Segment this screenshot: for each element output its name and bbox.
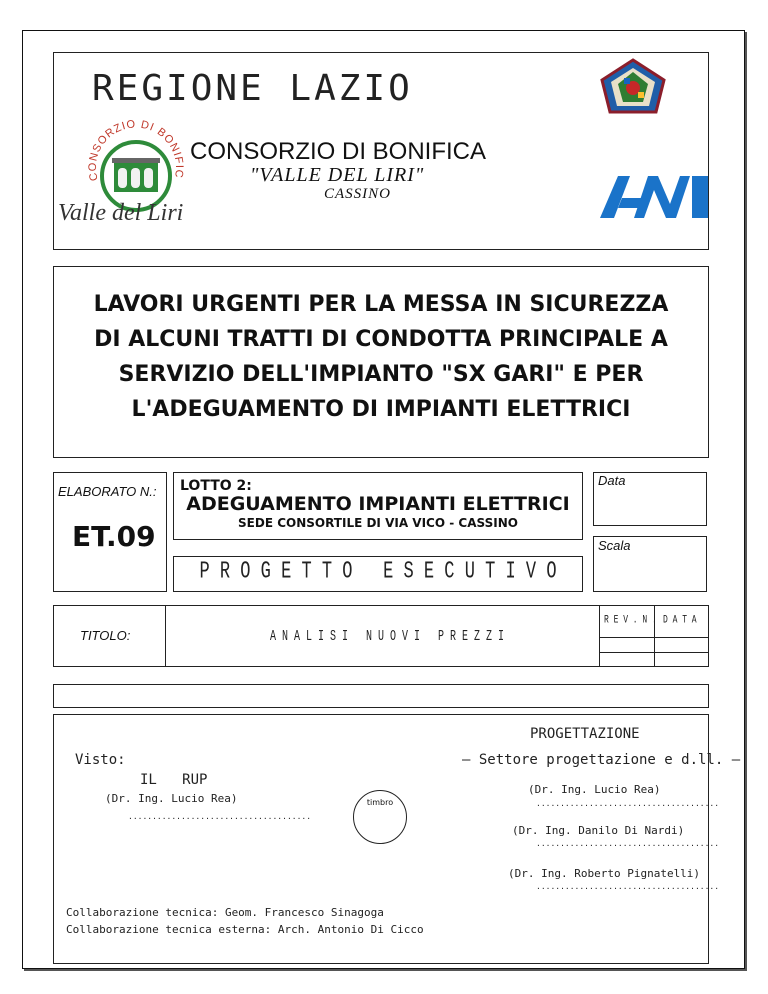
blank-strip bbox=[53, 684, 709, 708]
stamp-label: timbro bbox=[366, 798, 394, 807]
visto-label: Visto: bbox=[75, 752, 126, 768]
valle-del-liri-signature: Valle del Liri bbox=[58, 200, 184, 226]
designer-name: (Dr. Ing. Danilo Di Nardi) bbox=[512, 824, 685, 837]
rup-signature-line: ...................................... bbox=[128, 812, 312, 821]
rev-table-row-line bbox=[599, 637, 709, 638]
designer-name: (Dr. Ing. Roberto Pignatelli) bbox=[508, 867, 701, 880]
designer-signature-line: ...................................... bbox=[536, 882, 720, 891]
logo-ring-text: CONSORZIO DI BONIFIC bbox=[86, 118, 186, 183]
designer-signature-line: ...................................... bbox=[536, 839, 720, 848]
scala-label: Scala bbox=[598, 538, 631, 553]
project-title-line: DI ALCUNI TRATTI DI CONDOTTA PRINCIPALE A bbox=[94, 327, 668, 352]
titolo-label: TITOLO: bbox=[80, 628, 131, 643]
collab-external-line: Collaborazione tecnica esterna: Arch. Antonio Di Cicco bbox=[66, 923, 424, 936]
designer-signature-line: ...................................... bbox=[536, 799, 720, 808]
titolo-divider bbox=[165, 605, 166, 667]
consortium-title: CONSORZIO DI BONIFICA bbox=[190, 138, 487, 165]
rup-label: IL RUP bbox=[140, 772, 208, 788]
lotto-title: ADEGUAMENTO IMPIANTI ELETTRICI bbox=[186, 493, 570, 515]
designer-name: (Dr. Ing. Lucio Rea) bbox=[528, 783, 661, 796]
titolo-value: A N A L I S I N U O V I P R E Z Z I bbox=[270, 629, 505, 646]
progettazione-title: PROGETTAZIONE bbox=[530, 726, 640, 742]
region-title: REGIONE LAZIO bbox=[92, 68, 413, 109]
phase-label: P R O G E T T O E S E C U T I V O bbox=[199, 559, 557, 586]
project-title bbox=[54, 287, 708, 427]
consortium-city: CASSINO bbox=[324, 186, 391, 202]
project-title-line: LAVORI URGENTI PER LA MESSA IN SICUREZZA bbox=[93, 292, 669, 317]
lotto-label: LOTTO 2: bbox=[180, 478, 252, 494]
project-title-line: SERVIZIO DELL'IMPIANTO "SX GARI" E PER bbox=[118, 362, 644, 387]
rev-table-border bbox=[599, 605, 600, 667]
lotto-subtitle: SEDE CONSORTILE DI VIA VICO - CASSINO bbox=[238, 516, 518, 530]
project-title-line: L'ADEGUAMENTO DI IMPIANTI ELETTRICI bbox=[131, 397, 631, 422]
rup-name: (Dr. Ing. Lucio Rea) bbox=[105, 792, 238, 805]
collab-line: Collaborazione tecnica: Geom. Francesco Sinagoga bbox=[66, 906, 384, 919]
consortium-name: "VALLE DEL LIRI" bbox=[250, 164, 425, 186]
data-label: Data bbox=[598, 473, 626, 488]
rev-header: R E V . N . bbox=[604, 614, 657, 627]
elaborato-label: ELABORATO N.: bbox=[58, 484, 157, 499]
elaborato-code: ET.09 bbox=[72, 520, 156, 553]
date-header: D A T A bbox=[663, 614, 697, 627]
lazio-emblem-logo bbox=[598, 58, 668, 114]
anbi-logo bbox=[600, 174, 708, 218]
rev-table-row-line bbox=[599, 652, 709, 653]
settore-label: – Settore progettazione e d.ll. – bbox=[462, 752, 741, 768]
